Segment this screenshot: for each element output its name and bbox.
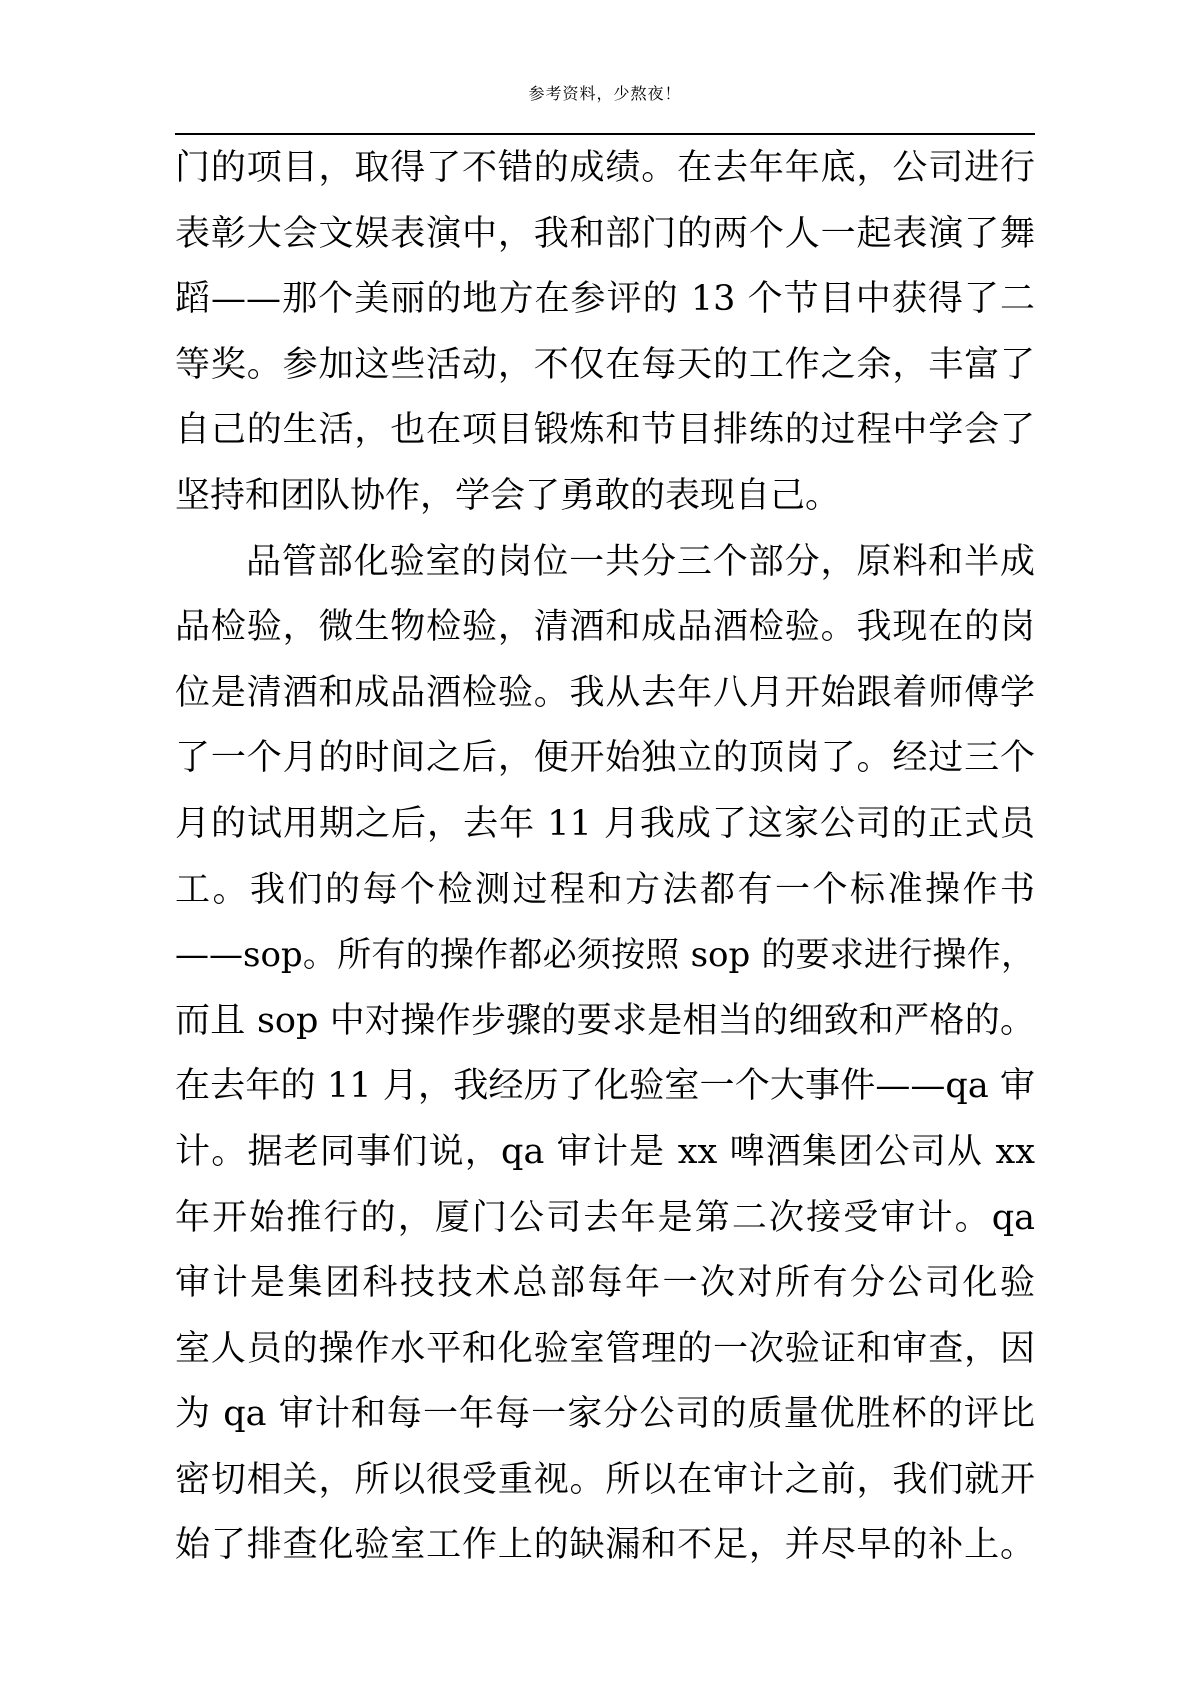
text-line: 等奖。参加这些活动，不仅在每天的工作之余，丰富了 <box>175 344 1035 385</box>
text-line: 坚持和团队协作，学会了勇敢的表现自己。 <box>175 475 841 516</box>
text-line: 密切相关，所以很受重视。所以在审计之前，我们就开 <box>175 1459 1035 1500</box>
text-line: 品管部化验室的岗位一共分三个部分，原料和半成 <box>246 541 1035 582</box>
text-line: 品检验，微生物检验，清酒和成品酒检验。我现在的岗 <box>175 607 1035 648</box>
paragraph-2 <box>175 530 1035 1580</box>
text-line: 月的试用期之后，去年 11 月我成了这家公司的正式员 <box>175 803 1035 844</box>
text-line: ——sop。所有的操作都必须按照 sop 的要求进行操作， <box>175 935 1035 976</box>
text-line: 在去年的 11 月，我经历了化验室一个大事件——qa 审 <box>175 1066 1035 1107</box>
text-line: 审计是集团科技技术总部每年一次对所有分公司化验 <box>175 1263 1035 1304</box>
text-line: 年开始推行的，厦门公司去年是第二次接受审计。qa <box>175 1197 1035 1238</box>
paragraph-1 <box>175 136 1035 530</box>
text-line: 工。我们的每个检测过程和方法都有一个标准操作书 <box>175 869 1035 910</box>
text-line: 而且 sop 中对操作步骤的要求是相当的细致和严格的。 <box>175 1000 1035 1041</box>
text-line: 为 qa 审计和每一年每一家分公司的质量优胜杯的评比 <box>175 1394 1035 1435</box>
text-line: 蹈——那个美丽的地方在参评的 13 个节目中获得了二 <box>175 279 1035 320</box>
text-line: 始了排查化验室工作上的缺漏和不足，并尽早的补上。 <box>175 1525 1035 1566</box>
text-line: 计。据老同事们说，qa 审计是 xx 啤酒集团公司从 xx <box>175 1131 1035 1172</box>
document-body <box>175 136 1035 1579</box>
page-header: 参考资料，少熬夜！ <box>528 84 682 103</box>
text-line: 位是清酒和成品酒检验。我从去年八月开始跟着师傅学 <box>175 672 1035 713</box>
text-line: 室人员的操作水平和化验室管理的一次验证和审查，因 <box>175 1328 1035 1369</box>
text-line: 门的项目，取得了不错的成绩。在去年年底，公司进行 <box>175 148 1035 188</box>
text-line: 自己的生活，也在项目锻炼和节目排练的过程中学会了 <box>175 410 1035 451</box>
header-divider <box>175 133 1035 135</box>
text-line: 了一个月的时间之后，便开始独立的顶岗了。经过三个 <box>175 738 1035 779</box>
text-line: 表彰大会文娱表演中，我和部门的两个人一起表演了舞 <box>175 213 1035 254</box>
